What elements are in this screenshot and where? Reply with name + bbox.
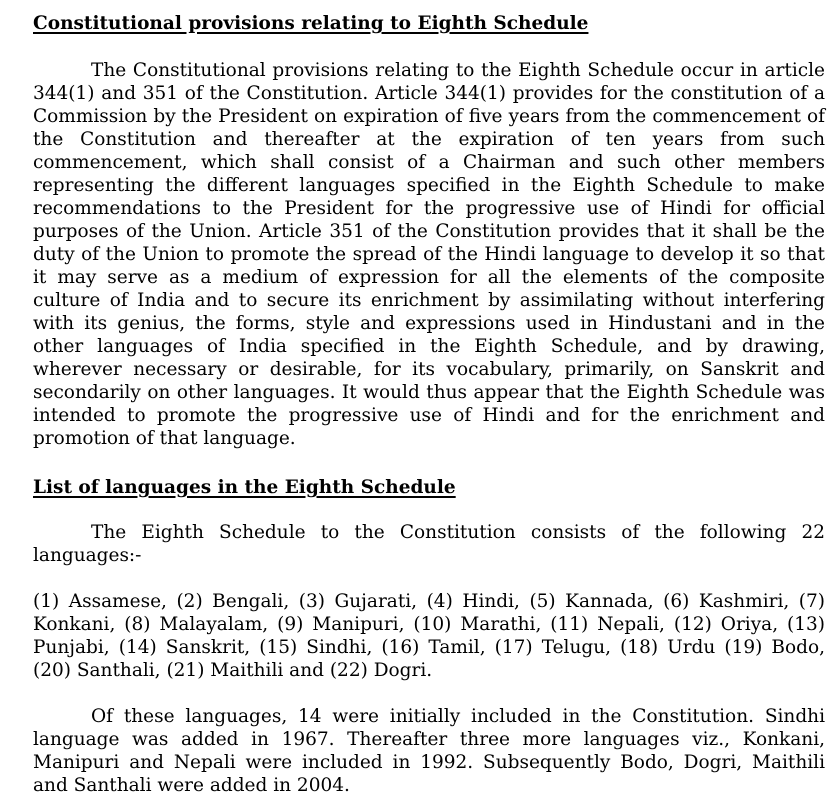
section-heading-list-of-languages: List of languages in the Eighth Schedule [33, 477, 456, 498]
document-body [33, 10, 825, 797]
eighth-schedule-intro-paragraph: The Eighth Schedule to the Constitution consists of the following 22 languages:- [33, 522, 825, 566]
constitutional-provisions-paragraph: The Constitutional provisions relating to the Eighth Schedule occur in article 344(1) and 351 of the Constitution. Article 344(1) provides for the constitution of a Commission by the President on expiration of five years from the commencement of the Constitution and thereafter at the expiration of ten years from such commencement, which shall consist of a Chairman and such other members representing the different languages specified in the Eighth Schedule to make recommendations to the President for the progressive use of Hindi for official purposes of the Union. Article 351 of the Constitution provides that it shall be the duty of the Union to promote the spread of the Hindi language to develop it so that it may serve as a medium of expression for all the elements of the composite culture of India and to secure its enrichment by assimilating without interfering with its genius, the forms, style and expressions used in Hindustani and in the other languages of India specified in the Eighth Schedule, and by drawing, wherever necessary or desirable, for its vocabulary, primarily, on Sanskrit and secondarily on other languages. It would thus appear that the Eighth Schedule was intended to promote the progressive use of Hindi and for the enrichment and promotion of that language. [33, 60, 825, 449]
section-heading-constitutional-provisions: Constitutional provisions relating to Eighth Schedule [33, 13, 589, 34]
language-list-paragraph: (1) Assamese, (2) Bengali, (3) Gujarati, (4) Hindi, (5) Kannada, (6) Kashmiri, (7) Konkani, (8) Malayalam, (9) Manipuri, (10) Marathi, (11) Nepali, (12) Oriya, (13) Punjabi, (14) Sanskrit, (15) Sindhi, (16) Tamil, (17) Telugu, (18) Urdu (19) Bodo, (20) Santhali, (21) Maithili and (22) Dogri. [33, 591, 825, 681]
language-history-paragraph: Of these languages, 14 were initially included in the Constitution. Sindhi language was added in 1967. Thereafter three more languages viz., Konkani, Manipuri and Nepali were included in 1992. Subsequently Bodo, Dogri, Maithili and Santhali were added in 2004. [33, 706, 825, 796]
